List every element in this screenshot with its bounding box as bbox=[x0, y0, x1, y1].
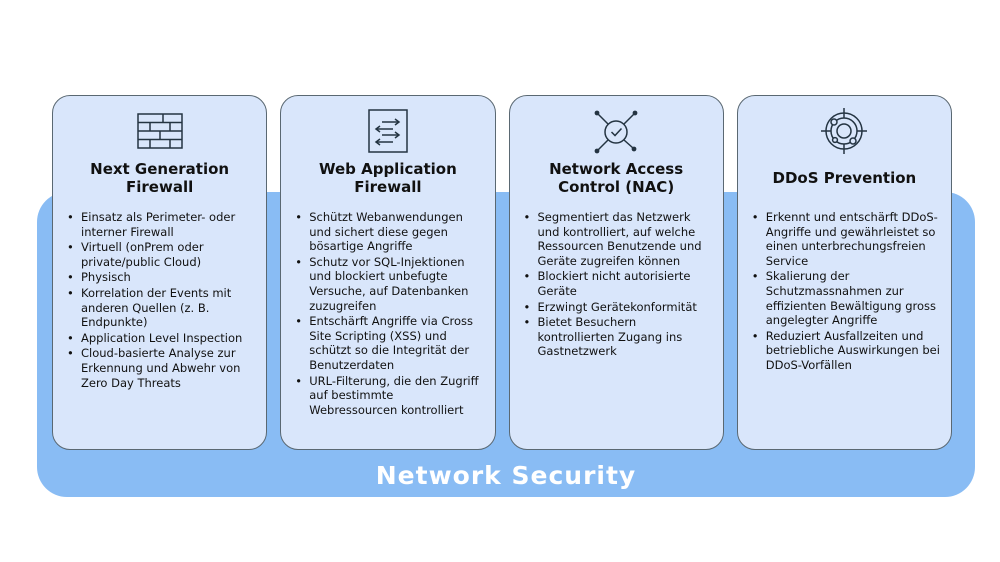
card-title: Next Generation Firewall bbox=[90, 160, 230, 196]
bullet-item: • Reduziert Ausfallzeiten und betriebliche Auswirkungen bei DDoS-Vorfällen bbox=[752, 329, 941, 373]
bullet-item: • Cloud-basierte Analyse zur Erkennung und Abwehr von Zero Day Threats bbox=[67, 346, 256, 390]
bullet-item: • Schützt Webanwendungen und sichert diese gegen bösartige Angriffe bbox=[295, 210, 484, 254]
bullet-item: • URL-Filterung, die den Zugriff auf bestimmte Webressourcen kontrolliert bbox=[295, 374, 484, 418]
card-title: Network Access Control (NAC) bbox=[549, 160, 684, 196]
card-next-generation-firewall bbox=[52, 95, 267, 450]
card-network-access-control bbox=[509, 95, 724, 450]
bullet-item: • Einsatz als Perimeter- oder interner Firewall bbox=[67, 210, 256, 239]
firewall-brick-icon bbox=[63, 106, 256, 156]
bullet-item: • Virtuell (onPrem oder private/public Cloud) bbox=[67, 240, 256, 269]
bullet-item: • Schutz vor SQL-Injektionen und blockiert unbefugte Versuche, auf Datenbanken zuzugreifen bbox=[295, 255, 484, 313]
data-flow-arrows-icon bbox=[291, 106, 484, 156]
bullet-item: • Bietet Besuchern kontrollierten Zugang ins Gastnetzwerk bbox=[524, 315, 713, 359]
banner-title: Network Security bbox=[375, 461, 637, 490]
bullet-list bbox=[748, 210, 941, 374]
card-row bbox=[52, 95, 952, 450]
card-title: Web Application Firewall bbox=[318, 160, 457, 196]
bullet-item: • Segmentiert das Netzwerk und kontrolliert, auf welche Ressourcen Benutzende und Geräte zugreifen können bbox=[524, 210, 713, 268]
bullet-item: • Physisch bbox=[67, 270, 256, 285]
bullet-item: • Skalierung der Schutzmassnahmen zur effizienten Bewältigung gross angelegter Angriffe bbox=[752, 269, 941, 327]
bullet-item: • Erzwingt Gerätekonformität bbox=[524, 300, 713, 315]
radar-target-icon bbox=[748, 106, 941, 156]
card-web-application-firewall bbox=[280, 95, 495, 450]
bullet-item: • Blockiert nicht autorisierte Geräte bbox=[524, 269, 713, 298]
bullet-list bbox=[520, 210, 713, 360]
bullet-item: • Korrelation der Events mit anderen Quellen (z. B. Endpunkte) bbox=[67, 286, 256, 330]
bullet-item: • Application Level Inspection bbox=[67, 331, 256, 346]
card-ddos-prevention bbox=[737, 95, 952, 450]
bullet-list bbox=[291, 210, 484, 418]
bullet-item: • Erkennt und entschärft DDoS-Angriffe und gewährleistet so einen unterbrechungsfreien Service bbox=[752, 210, 941, 268]
card-title: DDoS Prevention bbox=[772, 169, 917, 187]
bullet-list bbox=[63, 210, 256, 391]
bullet-item: • Entschärft Angriffe via Cross Site Scripting (XSS) und schützt so die Integrität der Benutzerdaten bbox=[295, 314, 484, 372]
network-check-icon bbox=[520, 106, 713, 156]
